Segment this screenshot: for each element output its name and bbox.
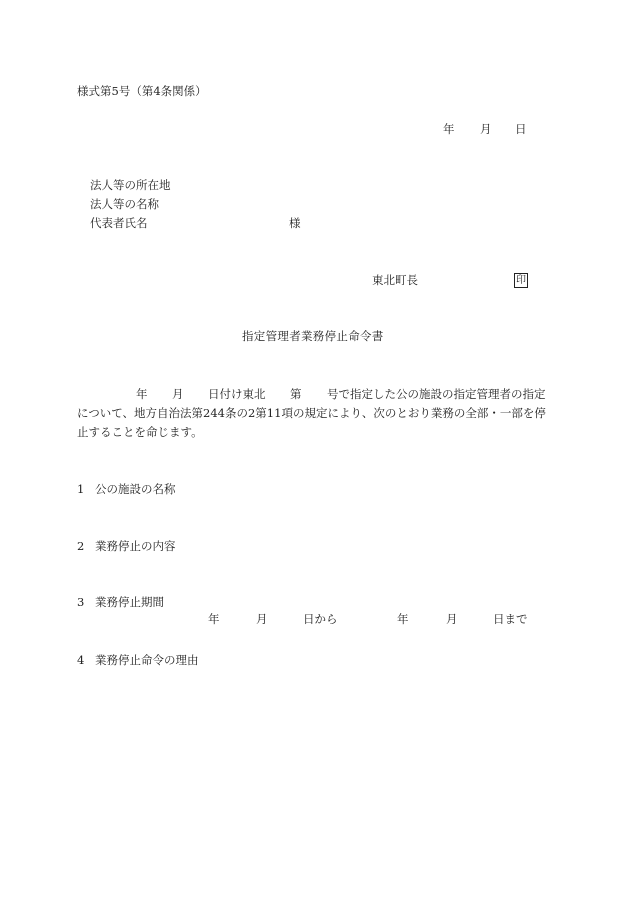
body-line2: について、地方自治法第244条の2第11項の規定により、次のとおり業務の全部・一部を停 bbox=[77, 406, 546, 420]
item-4-label: 業務停止命令の理由 bbox=[95, 653, 199, 667]
period-to-month: 月 bbox=[446, 612, 458, 626]
item-2-label: 業務停止の内容 bbox=[95, 539, 176, 553]
body-year-label: 年 bbox=[136, 387, 148, 401]
item-4-number: 4 bbox=[77, 653, 85, 667]
body-line3: 止することを命じます。 bbox=[77, 425, 203, 439]
item-2-number: 2 bbox=[77, 539, 85, 553]
document-title: 指定管理者業務停止命令書 bbox=[242, 329, 384, 343]
date-month-label: 月 bbox=[480, 122, 492, 136]
item-1-number: 1 bbox=[77, 482, 85, 496]
body-month-label: 月 bbox=[172, 387, 184, 401]
addressee-name-label: 法人等の名称 bbox=[90, 197, 159, 211]
period-from-day: 日から bbox=[303, 612, 338, 626]
addressee-location-label: 法人等の所在地 bbox=[90, 178, 171, 192]
period-to-day: 日まで bbox=[493, 612, 528, 626]
addressee-representative-label: 代表者氏名 bbox=[90, 216, 148, 230]
addressee-honorific: 様 bbox=[289, 216, 301, 230]
date-day-label: 日 bbox=[515, 122, 527, 136]
period-to-year: 年 bbox=[397, 612, 409, 626]
body-number-prefix: 第 bbox=[290, 387, 302, 401]
form-number: 様式第5号（第4条関係） bbox=[77, 84, 207, 98]
item-3-label: 業務停止期間 bbox=[95, 595, 164, 609]
period-from-month: 月 bbox=[256, 612, 268, 626]
seal-mark: 印 bbox=[516, 275, 526, 286]
item-3-number: 3 bbox=[77, 595, 85, 609]
period-from-year: 年 bbox=[208, 612, 220, 626]
item-1-label: 公の施設の名称 bbox=[95, 482, 176, 496]
body-dated-label: 日付け東北 bbox=[208, 387, 266, 401]
issuer-title: 東北町長 bbox=[372, 273, 418, 287]
date-year-label: 年 bbox=[443, 122, 455, 136]
body-line1-rest: 号で指定した公の施設の指定管理者の指定 bbox=[327, 387, 546, 401]
